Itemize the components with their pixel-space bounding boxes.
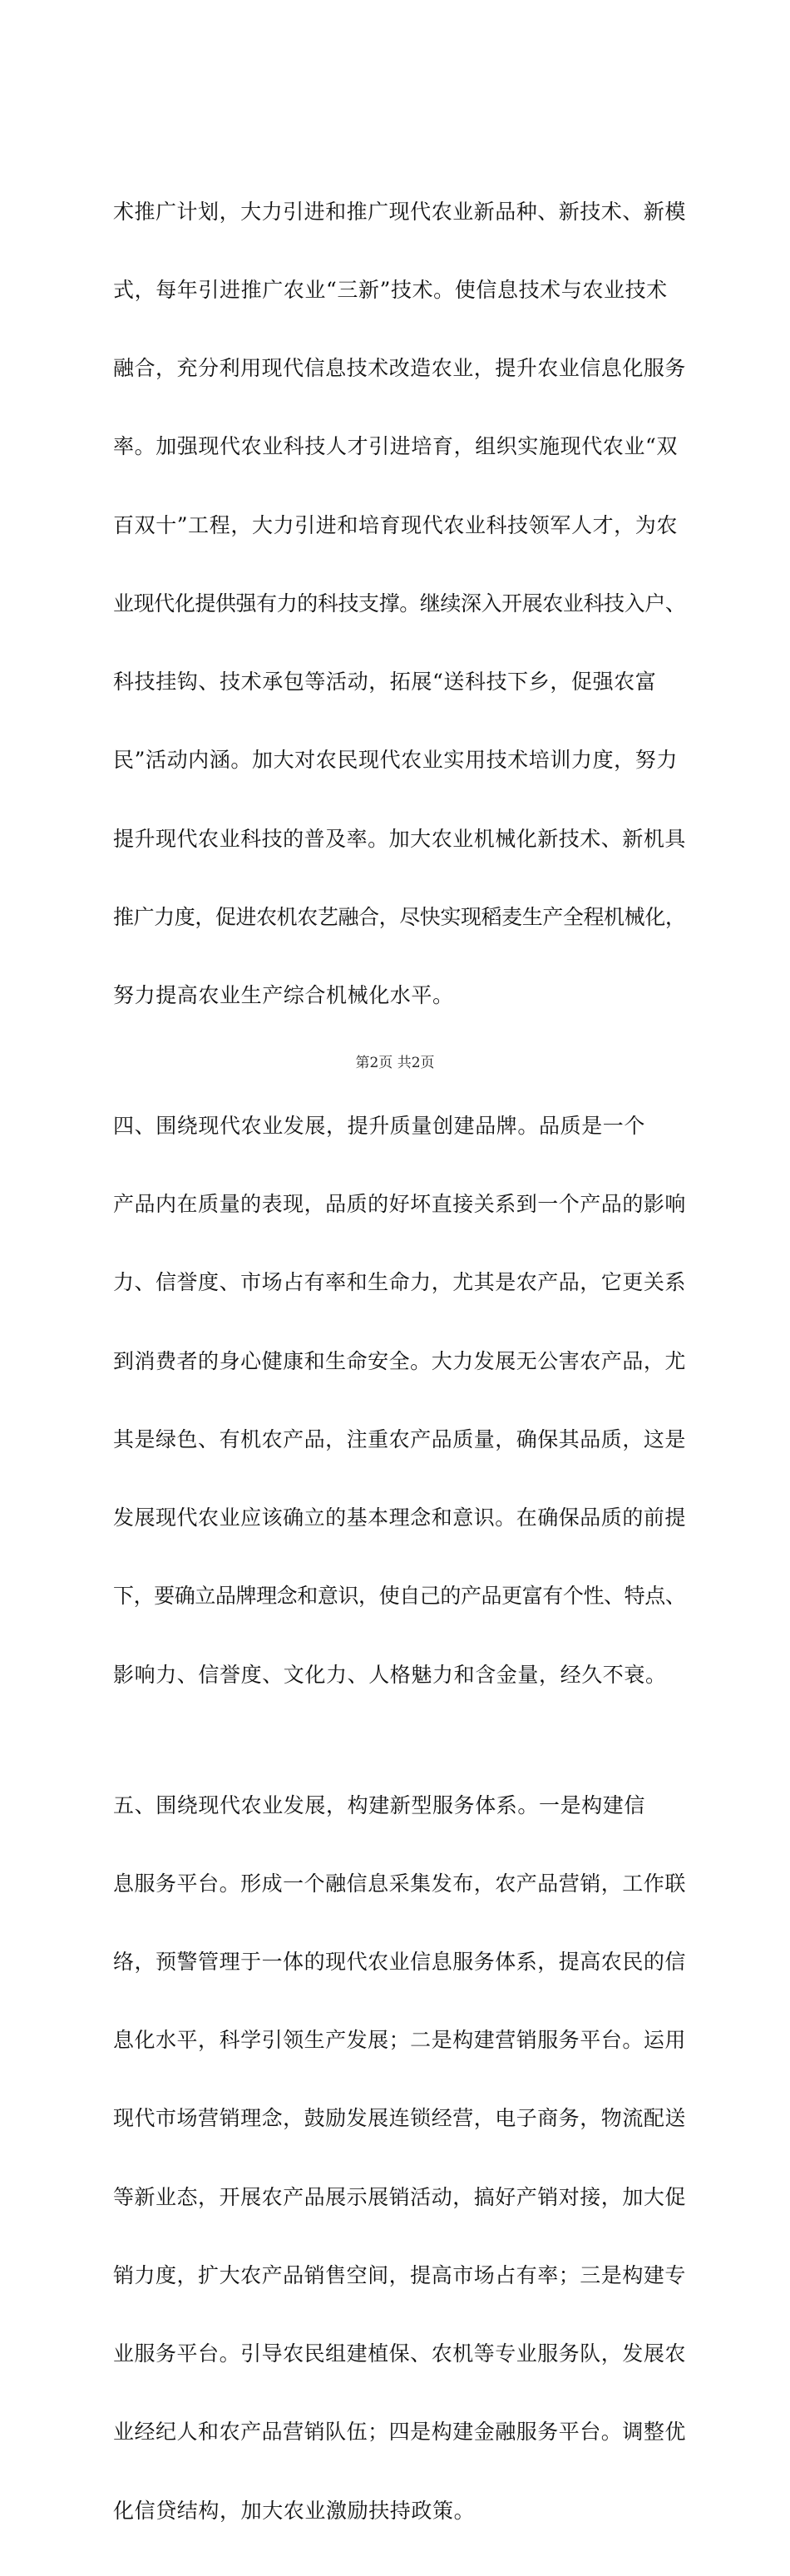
text-line: 提升现代农业科技的普及率。加大农业机械化新技术、新机具 [113, 826, 686, 851]
text-line: 下，要确立品牌理念和意识，使自己的产品更富有个性、特点、 [113, 1584, 686, 1609]
text-line: 产品内在质量的表现，品质的好坏直接关系到一个产品的影响 [113, 1192, 686, 1217]
page-number-footer: 第2页 共2页 [355, 1055, 435, 1071]
text-line: 络，预警管理于一体的现代农业信息服务体系，提高农民的信 [113, 1950, 686, 1975]
text-line: 业经纪人和农产品营销队伍；四是构建金融服务平台。调整优 [113, 2420, 686, 2445]
text-line: 息化水平，科学引领生产发展；二是构建营销服务平台。运用 [113, 2028, 686, 2053]
text-line: 到消费者的身心健康和生命安全。大力发展无公害农产品，尤 [113, 1348, 686, 1373]
text-line: 力、信誉度、市场占有率和生命力，尤其是农产品，它更关系 [113, 1270, 686, 1295]
text-line: 四、围绕现代农业发展，提升质量创建品牌。品质是一个 [113, 1114, 646, 1139]
paragraph-tech-promotion [113, 146, 687, 1061]
text-line: 融合，充分利用现代信息技术改造农业，提升农业信息化服务 [113, 356, 686, 381]
text-line: 业服务平台。引导农民组建植保、农机等专业服务队，发展农 [113, 2341, 686, 2366]
text-line: 式，每年引进推广农业“三新”技术。使信息技术与农业技术 [113, 278, 668, 303]
text-line: 等新业态，开展农产品展示展销活动，搞好产销对接，加大促 [113, 2184, 686, 2209]
text-line: 民”活动内涵。加大对农民现代农业实用技术培训力度，努力 [113, 748, 678, 773]
text-line: 百双十”工程，大力引进和培育现代农业科技领军人才，为农 [113, 512, 678, 537]
text-line: 业现代化提供强有力的科技支撑。继续深入开展农业科技入户、 [113, 591, 686, 616]
paragraph-service-system [113, 1740, 687, 2576]
text-line: 发展现代农业应该确立的基本理念和意识。在确保品质的前提 [113, 1506, 686, 1530]
text-line: 科技挂钩、技术承包等活动，拓展“送科技下乡，促强农富 [113, 670, 657, 695]
text-line: 销力度，扩大农产品销售空间，提高市场占有率；三是构建专 [113, 2262, 686, 2287]
text-line: 现代市场营销理念，鼓励发展连锁经营，电子商务，物流配送 [113, 2106, 686, 2131]
text-line: 推广力度，促进农机农艺融合，尽快实现稻麦生产全程机械化， [113, 904, 686, 929]
text-line: 五、围绕现代农业发展，构建新型服务体系。一是构建信 [113, 1792, 646, 1817]
text-line: 率。加强现代农业科技人才引进培育，组织实施现代农业“双 [113, 434, 678, 459]
text-line: 术推广计划，大力引进和推广现代农业新品种、新技术、新模 [113, 199, 686, 224]
text-line: 化信贷结构，加大农业激励扶持政策。 [113, 2498, 476, 2523]
paragraph-quality-brand [113, 1061, 687, 1740]
text-line: 息服务平台。形成一个融信息采集发布，农产品营销，工作联 [113, 1871, 686, 1896]
text-line: 其是绿色、有机农产品，注重农产品质量，确保其品质，这是 [113, 1426, 686, 1451]
text-line: 努力提高农业生产综合机械化水平。 [113, 983, 454, 1007]
text-line: 影响力、信誉度、文化力、人格魅力和含金量，经久不衰。 [113, 1662, 667, 1687]
document-body [113, 146, 687, 2576]
